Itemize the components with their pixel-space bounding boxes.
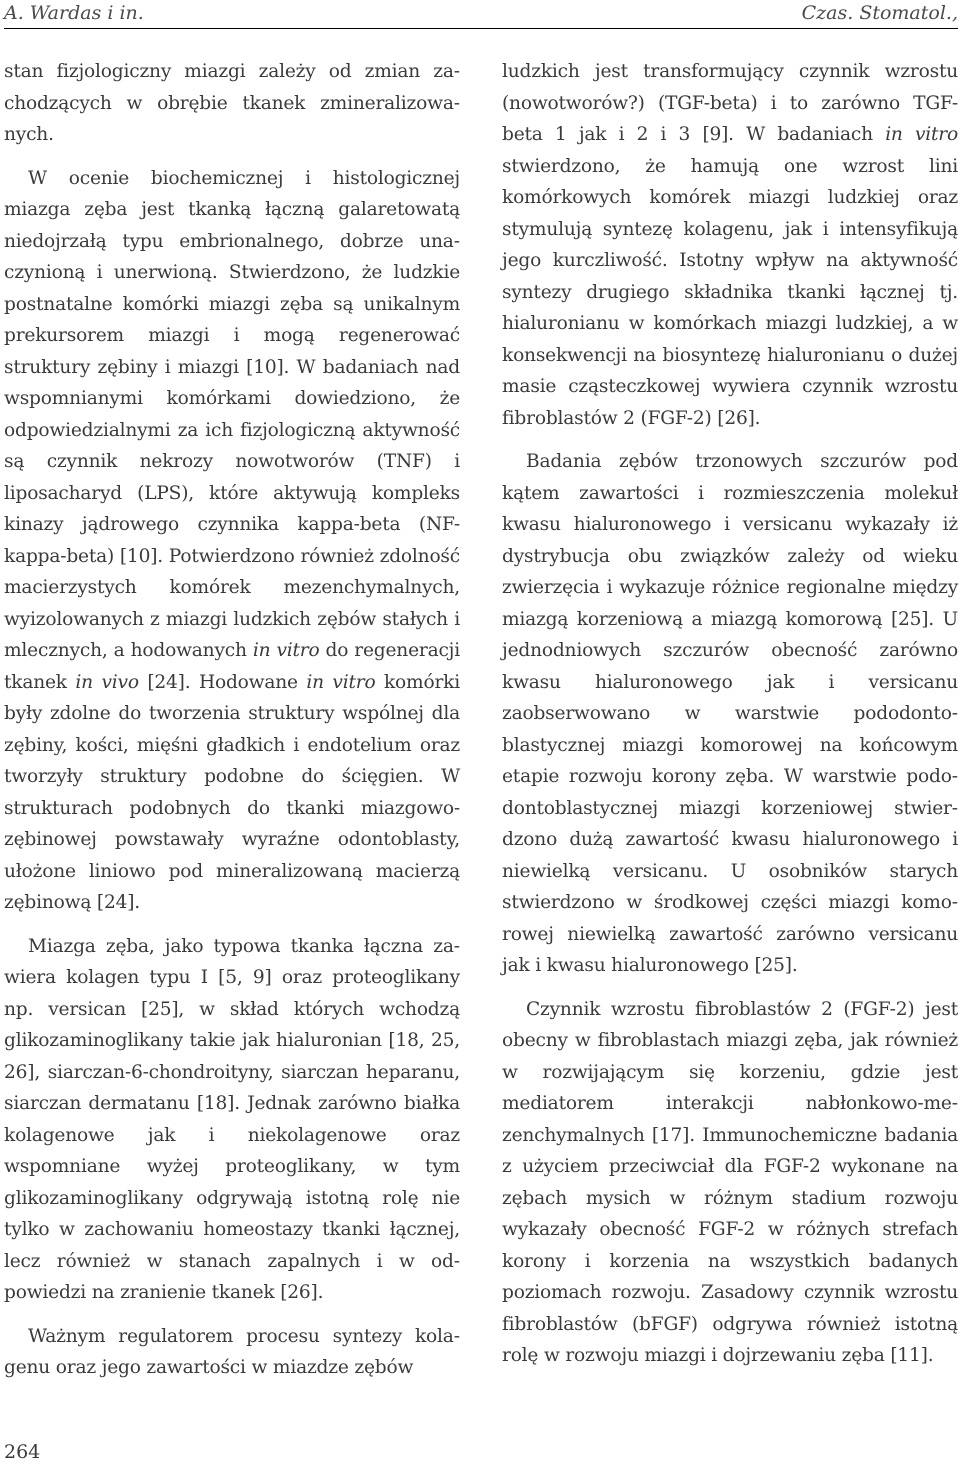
paragraph [4, 1321, 460, 1384]
header-authors: A. Wardas i in. [4, 2, 144, 24]
paragraph [502, 446, 958, 982]
page-number: 264 [4, 1441, 41, 1463]
paragraph [502, 994, 958, 1372]
right-text-column [502, 56, 958, 1372]
text-run: stwierdzono, że hamują one wzrost lini komórkowych komórek miazgi ludzkiej oraz stymulują syntezę kolagenu, jak i intensyfikują jego kurczliwość. Istotny wpływ na aktywność syntezy drugiego składnika tkanki łącznej tj. hialuronianu w komórkach miazgi ludzkiej, a w konsekwencji na biosyntezę hialuronianu o dużej masie cząsteczkowej wywiera czynnik wzrostu fibroblastów 2 (FGF-2) [26]. [502, 155, 958, 429]
paragraph [502, 56, 958, 434]
text-run: [24]. Hodowane [138, 671, 307, 693]
text-run: Badania zębów trzonowych szczurów pod kątem zawartości i rozmieszczenia molekuł kwasu hialuronowego i versicanu wykazały iż dystrybucja obu związków zależy od wieku zwierzęcia i wykazuje różnice regionalne między miazgą korzeniową a miazgą komorową [25]. U jednodniowych szczurów obecność zarówno kwasu hialuronowego jak i versicanu zaobserwowano w warstwie pododontoblastycznej miazgi komorowej na końcowym etapie rozwoju korony zęba. W warstwie pododontoblastycznej miazgi korzeniowej stwierdzono dużą zawartość kwasu hialuronowego i niewielką versicanu. U osobników starych stwierdzono w środkowej części miazgi komorowej niewielką zawartość zarówno versicanu jak i kwasu hialuronowego [25]. [502, 451, 958, 976]
header-rule [4, 28, 958, 29]
text-run: Ważnym regulatorem procesu syntezy kolagenu oraz jego zawartości w miazdze zębów [4, 1325, 460, 1378]
paragraph-gap [4, 151, 460, 163]
text-run: Czynnik wzrostu fibroblastów 2 (FGF-2) jest obecny w fibroblastach miazgi zęba, jak również w rozwijającym się korzeniu, gdzie jest mediatorem interakcji nabłonkowo-mezenchymalnych [17]. Immunochemiczne badania z użyciem przeciwciał dla FGF-2 wykonane na zębach mysich w różnym stadium rozwoju wykazały obecność FGF-2 w różnych strefach korony i korzenia na wszystkich badanych poziomach rozwoju. Zasadowy czynnik wzrostu fibroblastów (bFGF) odgrywa również istotną rolę w rozwoju miazgi i dojrzewaniu zęba [11]. [502, 998, 958, 1366]
text-run: stan fizjologiczny miazgi zależy od zmian zachodzących w obrębie tkanek zmineralizowanych. [4, 61, 460, 145]
paragraph-gap [502, 982, 958, 994]
italic-term: in vivo [75, 671, 139, 693]
text-run: W ocenie biochemicznej i histologicznej miazga zęba jest tkanką łączną galaretowatą niedojrzałą typu embrionalnego, dobrze unaczynioną i unerwioną. Stwierdzono, że ludzkie postnatalne komórki miazgi zęba są unikalnym prekursorem miazgi i mogą regenerować struktury zębiny i miazgi [10]. W badaniach nad wspomnianymi komórkami dowiedziono, że odpowiedzialnymi za ich fizjologiczną aktywność są czynnik nekrozy nowotworów (TNF) i liposacharyd (LPS), które aktywują kompleks kinazy jądrowego czynnika kappa-beta (NF-kappa-beta) [10]. Potwierdzono również zdolność macierzystych komórek mezenchymalnych, wyizolowanych z miazgi ludzkich zębów stałych i mlecznych, a hodowanych [4, 167, 460, 661]
paragraph-gap [4, 919, 460, 931]
italic-term: in vitro [885, 124, 958, 145]
header-journal: Czas. Stomatol., [801, 2, 958, 24]
text-run: ludzkich jest transformujący czynnik wzrostu (nowotworów?) (TGF-beta) i to zarówno TGF-beta 1 jak i 2 i 3 [9]. W badaniach [502, 61, 958, 145]
running-header [0, 0, 960, 30]
left-text-column [4, 56, 460, 1384]
paragraph [4, 163, 460, 919]
italic-term: in vitro [252, 640, 320, 661]
text-run: komórki były zdolne do tworzenia struktury wspólnej dla zębiny, kości, mięśni gładkich i endotelium oraz tworzyły struktury podobne do ścięgien. W strukturach podobnych do tkanki miazgowo-zębinowej powstawały wyraźne odontoblasty, ułożone liniowo pod mineralizowaną macierzą zębinową [24]. [4, 671, 460, 913]
text-run: do regeneracji tkanek [4, 640, 460, 693]
paragraph-gap [4, 1309, 460, 1321]
text-run: Miazga zęba, jako typowa tkanka łączna zawiera kolagen typu I [5, 9] oraz proteoglikany np. versican [25], w skład których wchodzą glikozaminoglikany takie jak hialuronian [18, 25, 26], siarczan-6-chondroityny, siarczan heparanu, siarczan dermatanu [18]. Jednak zarówno białka kolagenowe jak i niekolagenowe oraz wspomniane wyżej proteoglikany, w tym glikozaminoglikany odgrywają istotną rolę nie tylko w zachowaniu homeostazy tkanki łącznej, lecz również w stanach zapalnych i w odpowiedzi na zranienie tkanek [26]. [4, 935, 460, 1303]
paragraph [4, 931, 460, 1309]
paragraph [4, 56, 460, 151]
italic-term: in vitro [306, 671, 376, 693]
paragraph-gap [502, 434, 958, 446]
